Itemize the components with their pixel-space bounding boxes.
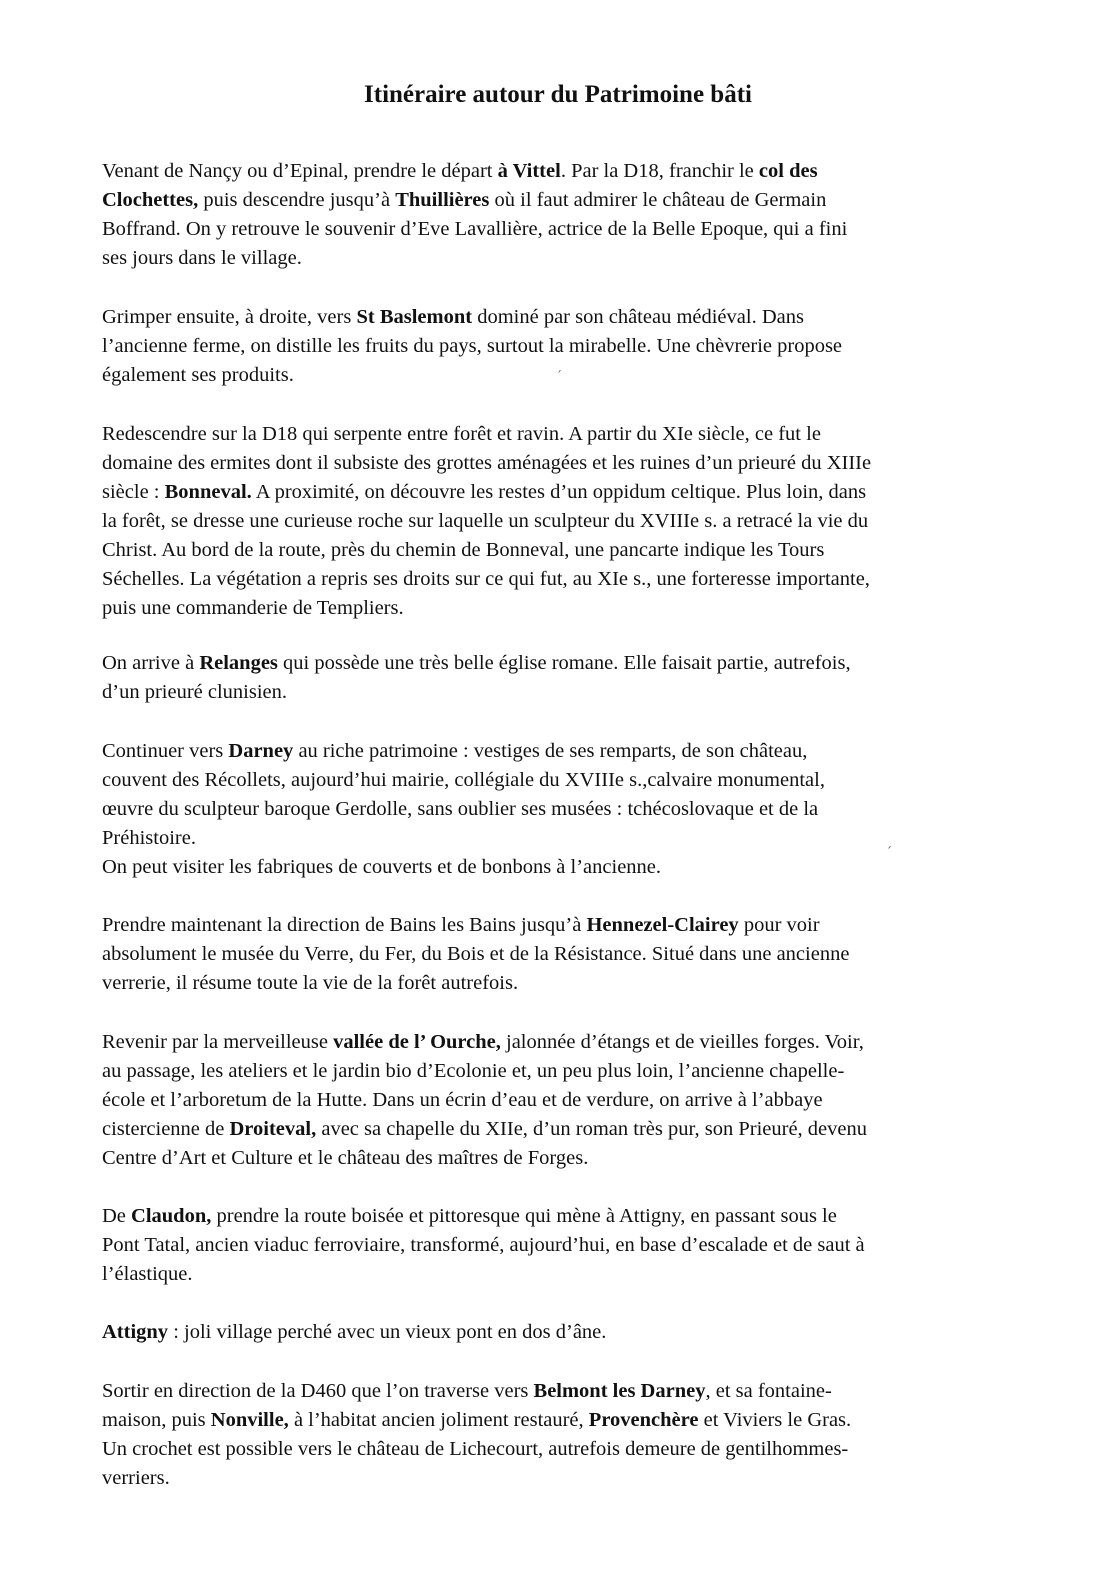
text-run: également ses produits. [102,364,294,386]
text-run: jalonnée d’étangs et de vieilles forges. Voir, [500,1031,864,1053]
text-run: avec sa chapelle du XIIe, d’un roman très pur, son Prieuré, devenu [316,1118,867,1140]
text-run: Sortir en direction de la D460 que l’on traverse vers [102,1380,534,1402]
place-name: Bonneval. [164,481,252,503]
paragraph-attigny [102,1318,1042,1347]
text-line [102,1057,1042,1086]
text-line [102,1464,1042,1493]
text-run: Venant de Nançy ou d’Epinal, prendre le départ [102,160,498,182]
text-line [102,1086,1042,1115]
text-run: Un crochet est possible vers le château de Lichecourt, autrefois demeure de gentilhommes- [102,1438,849,1460]
text-line [102,766,1042,795]
text-line [102,1435,1042,1464]
text-run: à l’habitat ancien joliment restauré, [288,1409,589,1431]
place-name: St Baslemont [356,306,473,328]
text-run: Continuer vers [102,740,229,762]
text-line [102,1377,1042,1406]
text-run: œuvre du sculpteur baroque Gerdolle, sans oublier ses musées : tchécoslovaque et de la [102,798,819,820]
scan-speck: ˊ [886,845,892,859]
text-run: école et l’arboretum de la Hutte. Dans un écrin d’eau et de verdure, on arrive à l’abbaye [102,1089,823,1111]
text-line [102,649,1042,678]
paragraph-hennezel-clairey [102,911,1042,998]
text-line [102,1231,1042,1260]
text-run: d’un prieuré clunisien. [102,681,288,703]
text-run: pour voir [738,914,820,936]
text-run: dominé par son château médiéval. Dans [472,306,804,328]
text-run: Prendre maintenant la direction de Bains les Bains jusqu’à [102,914,587,936]
text-line [102,186,1042,215]
paragraph-relanges [102,649,1042,707]
text-line [102,737,1042,766]
text-run: et Viviers le Gras. [698,1409,852,1431]
text-run: l’élastique. [102,1263,193,1285]
place-name: col des [758,160,818,182]
text-run: On peut visiter les fabriques de couverts et de bonbons à l’ancienne. [102,856,662,878]
scan-speck: ˊ [556,369,562,383]
place-name: Darney [228,740,294,762]
text-line [102,303,1042,332]
text-line [102,594,1042,623]
text-line [102,969,1042,998]
text-run: puis une commanderie de Templiers. [102,597,404,619]
paragraph-claudon [102,1202,1042,1289]
place-name: Provenchère [588,1409,699,1431]
text-line [102,244,1042,273]
text-run: Centre d’Art et Culture et le château des maîtres de Forges. [102,1147,589,1169]
text-line [102,478,1042,507]
text-run: verriers. [102,1467,170,1489]
text-line [102,1144,1042,1173]
text-run: On arrive à [102,652,200,674]
text-run: prendre la route boisée et pittoresque qui mène à Attigny, en passant sous le [211,1205,837,1227]
text-line [102,911,1042,940]
text-run: au riche patrimoine : vestiges de ses remparts, de son château, [293,740,808,762]
place-name: Hennezel-Clairey [586,914,739,936]
text-run: A proximité, on découvre les restes d’un oppidum celtique. Plus loin, dans [251,481,867,503]
text-run: Redescendre sur la D18 qui serpente entre forêt et ravin. A partir du XIe siècle, ce fut le [102,423,821,445]
text-run: absolument le musée du Verre, du Fer, du Bois et de la Résistance. Situé dans une ancienne [102,943,850,965]
text-run: De [102,1205,132,1227]
text-run: Pont Tatal, ancien viaduc ferroviaire, transformé, aujourd’hui, en base d’escalade et de saut à [102,1234,865,1256]
text-line [102,678,1042,707]
text-run: Préhistoire. [102,827,196,849]
text-line [102,1028,1042,1057]
text-run: maison, puis [102,1409,211,1431]
place-name: Claudon, [131,1205,212,1227]
text-line [102,420,1042,449]
place-name: à Vittel [497,160,561,182]
paragraph-st-baslemont [102,303,1042,390]
place-name: Clochettes, [102,189,199,211]
text-run: Boffrand. On y retrouve le souvenir d’Eve Lavallière, actrice de la Belle Epoque, qui a fini [102,218,848,240]
paragraph-darney [102,737,1042,882]
text-line [102,853,1042,882]
place-name: Relanges [199,652,278,674]
text-run: puis descendre jusqu’à [198,189,396,211]
text-run: Grimper ensuite, à droite, vers [102,306,357,328]
page-title: Itinéraire autour du Patrimoine bâti [364,80,752,108]
text-run: domaine des ermites dont il subsiste des grottes aménagées et les ruines d’un prieuré du XIIIe [102,452,872,474]
text-line [102,565,1042,594]
text-run: au passage, les ateliers et le jardin bio d’Ecolonie et, un peu plus loin, l’ancienne chapelle- [102,1060,845,1082]
paragraph-vallee-ourche [102,1028,1042,1173]
text-line [102,536,1042,565]
place-name: Attigny [102,1321,169,1343]
place-name: vallée de l’ Ourche, [333,1031,501,1053]
text-line [102,1115,1042,1144]
text-run: Séchelles. La végétation a repris ses droits sur ce qui fut, au XIe s., une forteresse importante, [102,568,870,590]
paragraph-bonneval [102,420,1042,623]
text-line [102,940,1042,969]
text-line [102,1406,1042,1435]
paragraph-belmont [102,1377,1042,1493]
text-line [102,332,1042,361]
text-run: qui possède une très belle église romane. Elle faisait partie, autrefois, [277,652,851,674]
text-line [102,1318,1042,1347]
text-run: l’ancienne ferme, on distille les fruits du pays, surtout la mirabelle. Une chèvrerie propose [102,335,843,357]
place-name: Nonville, [210,1409,289,1431]
text-line [102,1260,1042,1289]
text-run: siècle : [102,481,165,503]
place-name: Droiteval, [229,1118,317,1140]
text-line [102,795,1042,824]
text-run: Christ. Au bord de la route, près du chemin de Bonneval, une pancarte indique les Tours [102,539,825,561]
text-line [102,1202,1042,1231]
text-run: cistercienne de [102,1118,230,1140]
text-run: où il faut admirer le château de Germain [489,189,827,211]
text-line [102,157,1042,186]
text-run: la forêt, se dresse une curieuse roche sur laquelle un sculpteur du XVIIIe s. a retracé la vie du [102,510,869,532]
place-name: Belmont les Darney [533,1380,706,1402]
text-run: : joli village perché avec un vieux pont en dos d’âne. [168,1321,607,1343]
text-run: couvent des Récollets, aujourd’hui mairie, collégiale du XVIIIe s.,calvaire monumental, [102,769,825,791]
text-line [102,824,1042,853]
text-line [102,449,1042,478]
text-line [102,215,1042,244]
text-line [102,361,1042,390]
text-run: . Par la D18, franchir le [560,160,759,182]
place-name: Thuillières [395,189,490,211]
text-run: ses jours dans le village. [102,247,302,269]
text-run: , et sa fontaine- [705,1380,832,1402]
text-line [102,507,1042,536]
paragraph-vittel [102,157,1042,273]
text-run: Revenir par la merveilleuse [102,1031,334,1053]
text-run: verrerie, il résume toute la vie de la forêt autrefois. [102,972,519,994]
